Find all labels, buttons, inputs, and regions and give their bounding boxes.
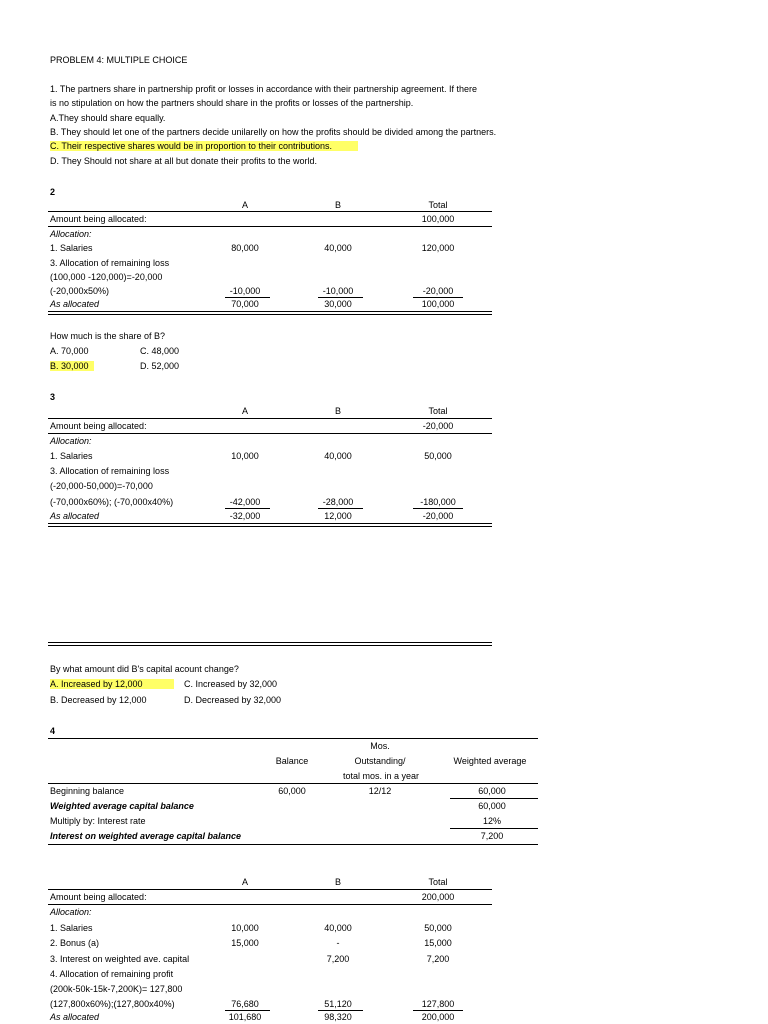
s3-col-a-header: A	[241, 406, 248, 416]
s3-as-allocated-label: As allocated	[50, 511, 100, 521]
s3-salaries-label: 1. Salaries	[50, 451, 93, 461]
s2-col-total-header: Total	[428, 200, 448, 210]
s2-col-a-header: A	[241, 200, 248, 210]
s4-allocation-label: Allocation:	[50, 907, 92, 917]
s3-remaining-b: -28,000	[322, 497, 354, 507]
s4-sum-rule-b	[318, 1010, 363, 1011]
s4-remaining-line2: (200k-50k-15k-7,200K)= 127,800	[50, 984, 183, 994]
s2-col-b-header: B	[334, 200, 341, 210]
s3-option-b: B. Decreased by 12,000	[50, 695, 147, 705]
s2-allocation-label: Allocation:	[50, 229, 92, 239]
s4-as-allocated-label: As allocated	[50, 1012, 100, 1022]
s4-col-balance: Balance	[275, 756, 309, 766]
s4-interest-row-b: 7,200	[326, 954, 350, 964]
s3-col-total-header: Total	[428, 406, 448, 416]
s4-remaining-line1: 4. Allocation of remaining profit	[50, 969, 174, 979]
section-4-number: 4	[50, 726, 56, 736]
s4-sum-rule-total	[413, 1010, 463, 1011]
q1-stem-line1: 1. The partners share in partnership profit or losses in accordance with their partnership agreement. If there	[50, 84, 478, 94]
s3-amount-total: -20,000	[422, 421, 454, 431]
s4-amount-rule	[48, 904, 492, 905]
s3-remaining-line2: (-20,000-50,000)=-70,000	[50, 481, 153, 491]
s2-salaries-label: 1. Salaries	[50, 243, 93, 253]
s4-bonus-a: 15,000	[231, 938, 259, 948]
s4-beginning-wa: 60,000	[478, 786, 506, 796]
s3-option-d: D. Decreased by 32,000	[184, 695, 282, 705]
s3-sum-rule-a	[225, 508, 270, 509]
s3-as-allocated-a: -32,000	[229, 511, 261, 521]
s3-amount-rule	[48, 433, 492, 434]
s2-amount-label: Amount being allocated:	[50, 214, 147, 224]
s4-sum-rule-a	[225, 1010, 270, 1011]
s4-col-weighted-average: Weighted average	[453, 756, 527, 766]
s2-as-allocated-total: 100,000	[421, 299, 455, 309]
s4-salaries-total: 50,000	[424, 923, 452, 933]
s2-salaries-total: 120,000	[421, 243, 455, 253]
s2-salaries-a: 80,000	[231, 243, 259, 253]
s3-remaining-line1: 3. Allocation of remaining loss	[50, 466, 170, 476]
s3-option-a-answer: A. Increased by 12,000	[50, 679, 174, 689]
q1-option-c-answer: C. Their respective shares would be in proportion to their contributions.	[50, 141, 358, 151]
s2-sum-rule-total	[413, 297, 463, 298]
s4-bonus-total: 15,000	[424, 938, 452, 948]
s2-sum-rule-a	[225, 297, 270, 298]
q1-stem-line2: is no stipulation on how the partners should share in the profits or losses of the partnership.	[50, 98, 414, 108]
q1-option-b: B. They should let one of the partners decide unilarelly on how the profits should be divided among the partners.	[50, 127, 497, 137]
section-3-number: 3	[50, 392, 56, 402]
q1-option-a: A.They should share equally.	[50, 113, 166, 123]
s4-bottom-rule	[48, 844, 538, 845]
s2-option-c: C. 48,000	[140, 346, 180, 356]
s3-amount-label: Amount being allocated:	[50, 421, 147, 431]
s4-beginning-label: Beginning balance	[50, 786, 125, 796]
s4-bonus-label: 2. Bonus (a)	[50, 938, 100, 948]
s2-header-rule	[48, 211, 492, 212]
s4-as-allocated-total: 200,000	[421, 1012, 455, 1022]
s4-remaining-total: 127,800	[421, 999, 455, 1009]
s4-header-rule	[48, 783, 538, 784]
s4-remaining-b: 51,120	[324, 999, 352, 1009]
s2-remaining-a: -10,000	[229, 286, 261, 296]
s4-wacb-value: 60,000	[478, 801, 506, 811]
s4-salaries-b: 40,000	[324, 923, 352, 933]
s4-salaries-a: 10,000	[231, 923, 259, 933]
s3-double-rule	[48, 523, 492, 527]
s4-remaining-line3: (127,800x60%);(127,800x40%)	[50, 999, 175, 1009]
s4-col-total-header: Total	[428, 877, 448, 887]
s2-amount-total: 100,000	[421, 214, 455, 224]
s4-as-allocated-a: 101,680	[228, 1012, 262, 1022]
s3-salaries-b: 40,000	[324, 451, 352, 461]
s2-as-allocated-label: As allocated	[50, 299, 100, 309]
s4-interest-value: 7,200	[480, 831, 504, 841]
s2-question: How much is the share of B?	[50, 331, 166, 341]
s2-sum-rule-b	[318, 297, 363, 298]
s2-as-allocated-a: 70,000	[231, 299, 259, 309]
s3-remaining-a: -42,000	[229, 497, 261, 507]
s3-header-rule	[48, 418, 492, 419]
section-divider-rule	[48, 642, 492, 646]
s2-remaining-line1: 3. Allocation of remaining loss	[50, 258, 170, 268]
s3-as-allocated-total: -20,000	[422, 511, 454, 521]
s4-wacb-label: Weighted average capital balance	[50, 801, 194, 811]
s2-option-d: D. 52,000	[140, 361, 180, 371]
s3-salaries-total: 50,000	[424, 451, 452, 461]
s4-multiply-value: 12%	[482, 816, 501, 826]
s3-sum-rule-total	[413, 508, 463, 509]
s3-salaries-a: 10,000	[231, 451, 259, 461]
s3-sum-rule-b	[318, 508, 363, 509]
s4-col-mos-line2: Outstanding/	[354, 756, 406, 766]
s3-remaining-line3: (-70,000x60%); (-70,000x40%)	[50, 497, 174, 507]
s3-option-c: C. Increased by 32,000	[184, 679, 278, 689]
s4-beginning-mos: 12/12	[368, 786, 392, 796]
s4-col-a-header: A	[241, 877, 248, 887]
s2-remaining-line2: (100,000 -120,000)=-20,000	[50, 272, 163, 282]
s4-top-rule	[48, 738, 538, 739]
s4-remaining-a: 76,680	[231, 999, 259, 1009]
section-2-number: 2	[50, 187, 56, 197]
s4-interest-row-label: 3. Interest on weighted ave. capital	[50, 954, 190, 964]
s4-salaries-label: 1. Salaries	[50, 923, 93, 933]
s4-amount-label: Amount being allocated:	[50, 892, 147, 902]
s2-double-rule	[48, 311, 492, 315]
s4-table-header-rule	[48, 889, 492, 890]
s3-allocation-label: Allocation:	[50, 436, 92, 446]
s3-as-allocated-b: 12,000	[324, 511, 352, 521]
s4-col-mos-line3: total mos. in a year	[342, 771, 420, 781]
s2-remaining-total: -20,000	[422, 286, 454, 296]
s4-amount-total: 200,000	[421, 892, 455, 902]
s4-col-b-header: B	[334, 877, 341, 887]
s4-beginning-balance: 60,000	[278, 786, 306, 796]
s4-rate-rule	[450, 828, 538, 829]
s2-salaries-b: 40,000	[324, 243, 352, 253]
s4-wa-rule	[450, 798, 538, 799]
s2-remaining-b: -10,000	[322, 286, 354, 296]
s2-remaining-line3: (-20,000x50%)	[50, 286, 110, 296]
s3-question: By what amount did B's capital acount change?	[50, 664, 239, 674]
page-title: PROBLEM 4: MULTIPLE CHOICE	[50, 55, 188, 65]
s4-as-allocated-b: 98,320	[324, 1012, 352, 1022]
s4-interest-label: Interest on weighted average capital balance	[50, 831, 242, 841]
s4-bonus-b: -	[336, 938, 340, 948]
s4-col-mos-line1: Mos.	[370, 741, 390, 751]
s3-col-b-header: B	[334, 406, 341, 416]
s4-multiply-label: Multiply by: Interest rate	[50, 816, 146, 826]
s2-option-b-answer: B. 30,000	[50, 361, 94, 371]
s3-remaining-total: -180,000	[420, 497, 456, 507]
s2-as-allocated-b: 30,000	[324, 299, 352, 309]
s2-option-a: A. 70,000	[50, 346, 89, 356]
s2-amount-rule	[48, 226, 492, 227]
q1-option-d: D. They Should not share at all but donate their profits to the world.	[50, 156, 317, 166]
s4-interest-row-total: 7,200	[426, 954, 450, 964]
